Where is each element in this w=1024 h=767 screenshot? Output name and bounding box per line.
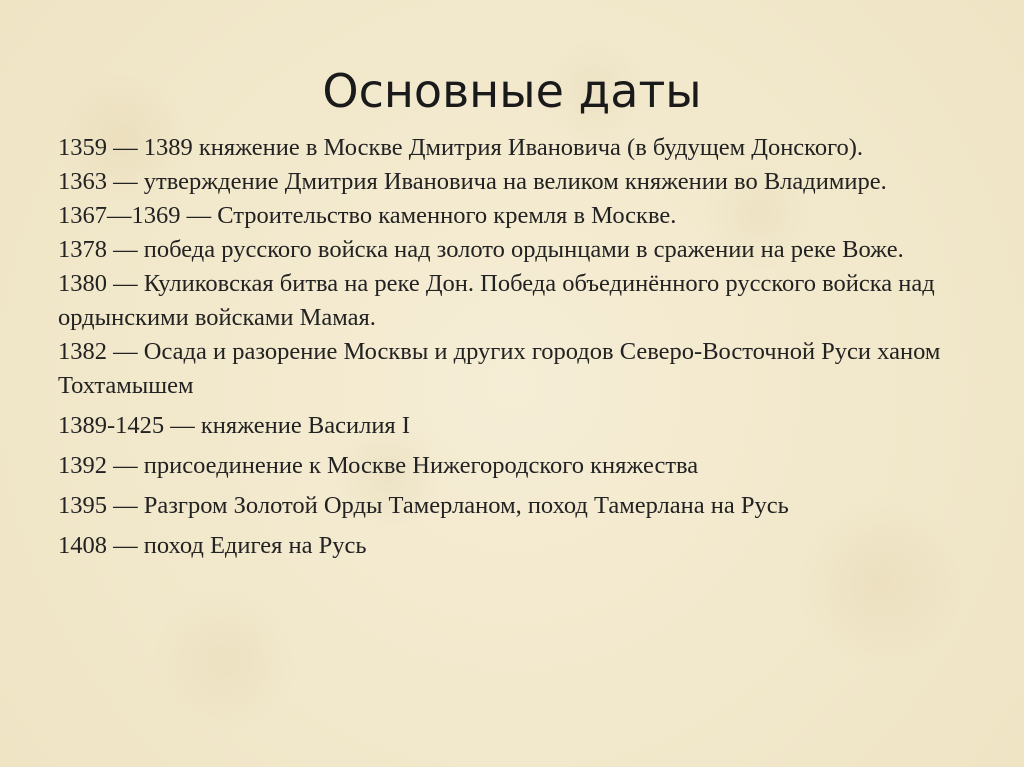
date-entry: 1395 — Разгром Золотой Орды Тамерланом, поход Тамерлана на Русь [58, 492, 789, 519]
date-entry: 1363 — утверждение Дмитрия Ивановича на великом княжении во Владимире. [58, 168, 887, 195]
date-entry: 1392 — присоединение к Москве Нижегородского княжества [58, 452, 699, 479]
slide-title: Основные даты [322, 64, 702, 118]
date-entry: 1378 — победа русского войска над золото ордынцами в сражении на реке Воже. [58, 236, 904, 263]
date-entry: 1380 — Куликовская битва на реке Дон. Победа объединённого русского войска над ордынскими войсками Мамая. [58, 270, 935, 331]
date-entry: 1408 — поход Едигея на Русь [58, 532, 367, 559]
date-entry: 1359 — 1389 княжение в Москве Дмитрия Ивановича (в будущем Донского). [58, 134, 864, 161]
date-entry: 1382 — Осада и разорение Москвы и других городов Северо-Восточной Руси ханом Тохтамышем [58, 338, 941, 399]
date-entry: 1389-1425 — княжение Василия I [58, 412, 410, 439]
date-entry: 1367—1369 — Строительство каменного кремля в Москве. [58, 202, 677, 229]
dates-list [58, 131, 958, 563]
